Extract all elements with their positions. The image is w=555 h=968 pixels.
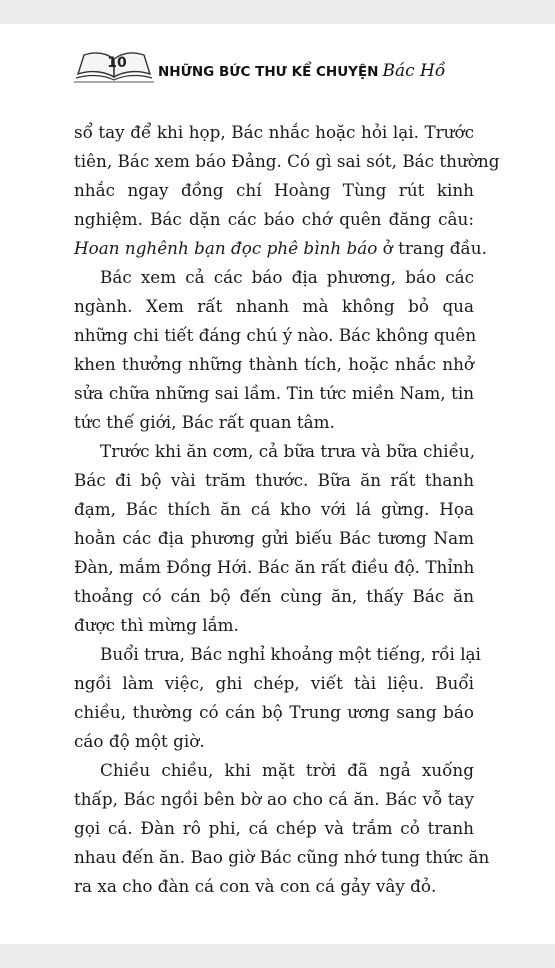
- body-text: [74, 118, 500, 901]
- text-line: nghiệm. Bác dặn các báo chớ quên đăng câu:: [74, 209, 474, 229]
- text-line: ra xa cho đàn cá con và con cá gảy vây đỏ.: [74, 876, 437, 896]
- text-line: thấp, Bác ngồi bên bờ ao cho cá ăn. Bác vỗ tay: [74, 789, 474, 809]
- text-line: Chiều chiều, khi mặt trời đã ngả xuống: [100, 760, 474, 780]
- top-margin-band: [0, 0, 555, 24]
- text-line: ngành. Xem rất nhanh mà không bỏ qua: [74, 296, 474, 316]
- text-line: khen thưởng những thành tích, hoặc nhắc nhở: [74, 354, 474, 374]
- text-line: đạm, Bác thích ăn cá kho với lá gừng. Họa: [74, 499, 474, 519]
- text-line: Bác xem cả các báo địa phương, báo các: [100, 267, 474, 287]
- text-line: cáo độ một giờ.: [74, 731, 205, 751]
- bottom-margin-band: [0, 944, 555, 968]
- book-title: [158, 61, 445, 81]
- text-line: Bác đi bộ vài trăm thước. Bữa ăn rất thanh: [74, 470, 474, 490]
- text-line: nhau đến ăn. Bao giờ Bác cũng nhớ tung thức ăn: [74, 847, 490, 867]
- text-line: được thì mừng lắm.: [74, 615, 239, 635]
- text-line: nhắc ngay đồng chí Hoàng Tùng rút kinh: [74, 180, 474, 200]
- text-line: Buổi trưa, Bác nghỉ khoảng một tiếng, rồi lại: [100, 644, 481, 664]
- book-title-main: NHỮNG BỨC THƯ KỂ CHUYỆN: [158, 64, 379, 80]
- text-line: thoảng có cán bộ đến cùng ăn, thấy Bác ăn: [74, 586, 474, 606]
- text-line: hoằn các địa phương gửi biếu Bác tương Nam: [74, 528, 474, 548]
- text-line: những chi tiết đáng chú ý nào. Bác không quên: [74, 325, 477, 345]
- text-line: sổ tay để khi họp, Bác nhắc hoặc hỏi lại. Trước: [74, 122, 474, 142]
- text-line: [74, 234, 487, 263]
- running-header: [74, 47, 484, 83]
- text-line: sửa chữa những sai lầm. Tin tức miền Nam, tin: [74, 383, 474, 403]
- text-line: tiên, Bác xem báo Đảng. Có gì sai sót, Bác thường: [74, 151, 500, 171]
- text-line: tức thế giới, Bác rất quan tâm.: [74, 412, 335, 432]
- text-line: Trước khi ăn cơm, cả bữa trưa và bữa chiều,: [100, 441, 476, 461]
- quoted-slogan: Hoan nghênh bạn đọc phê bình báo: [74, 238, 378, 258]
- text-line: chiều, thường có cán bộ Trung ương sang báo: [74, 702, 474, 722]
- text-line: gọi cá. Đàn rô phi, cá chép và trắm cỏ tranh: [74, 818, 474, 838]
- page-number: 10: [107, 55, 127, 71]
- text-fragment: ở trang đầu.: [377, 238, 487, 258]
- text-line: Đàn, mắm Đồng Hới. Bác ăn rất điều độ. Thỉnh: [74, 557, 475, 577]
- text-line: ngồi làm việc, ghi chép, viết tài liệu. Buổi: [74, 673, 474, 693]
- book-title-script: Bác Hồ: [382, 61, 446, 81]
